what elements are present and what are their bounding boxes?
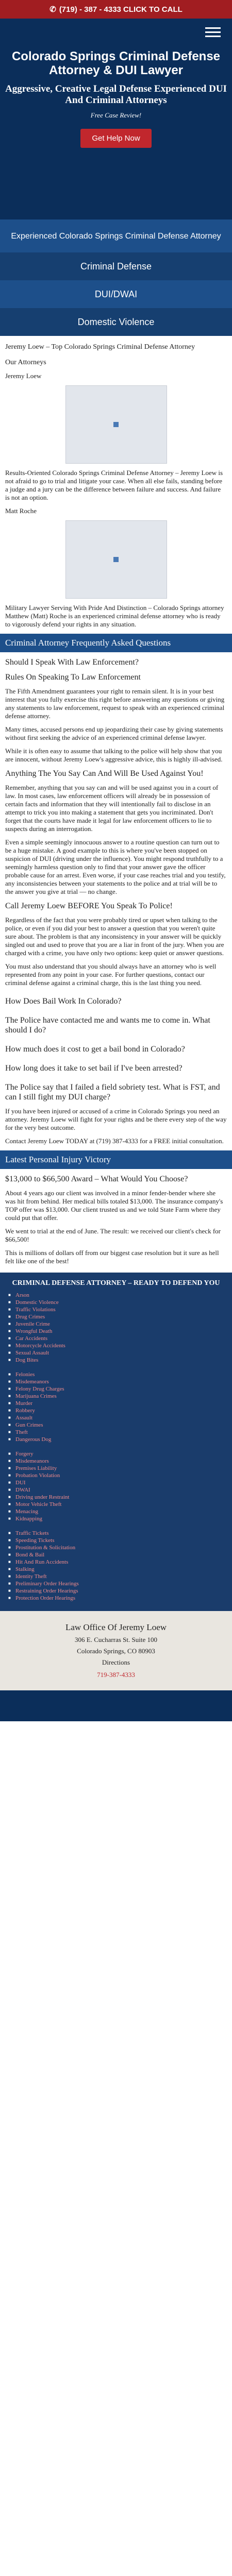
practice-list: [8, 1292, 224, 1364]
faq-paragraph: Even a simple seemingly innocuous answer to a routine question can turn out to be a huge mistake. A good example to this is where you've been stopped on suspicion of DUI (driving under the influence). You might respond truthfully to a seemingly harmless question only to find that your answer gave the officer probable cause for an arrest. Even worse, if your case reaches trial and you testify, any inconsistencies between your statements to the police and at trial will be to the answer you give at trial — no change.: [5, 838, 226, 895]
hero-section: [0, 19, 232, 219]
menu-icon[interactable]: [205, 25, 221, 40]
faq-paragraph: While it is often easy to assume that talking to the police will help show that you are innocent, without Jeremy Loew's aggressive advice, this is highly ill-advised.: [5, 747, 223, 763]
practice-link[interactable]: ■ Dog Bites: [8, 1357, 224, 1364]
attorney-name: Matt Roche: [5, 507, 37, 515]
practice-link[interactable]: ■ Hit And Run Accidents: [8, 1558, 224, 1566]
directions-link[interactable]: Directions: [102, 1658, 130, 1666]
click-to-call-label: (719) - 387 - 4333 CLICK TO CALL: [59, 5, 183, 14]
practice-link[interactable]: ■ Gun Crimes: [8, 1421, 224, 1429]
practice-areas-title: CRIMINAL DEFENSE ATTORNEY – READY TO DEFEND YOU: [12, 1279, 220, 1287]
victory-title: $13,000 to $66,500 Award – What Would You Choose?: [5, 1175, 188, 1183]
closing-paragraph: If you have been injured or accused of a crime in Colorado Springs you need an attorney. Jeremy Loew will fight for your rights and be there every step of the way for the very best outcome.: [5, 1107, 227, 1131]
practice-link[interactable]: ■ Assault: [8, 1414, 224, 1421]
practice-link[interactable]: ■ Murder: [8, 1400, 224, 1407]
faq-paragraph: The Fifth Amendment guarantees your right to remain silent. It is in your best interest that you fully exercise this right before answering any questions or giving any statements to law enforcement, request to speak with an experienced criminal defense attorney.: [5, 687, 225, 720]
practice-link[interactable]: ■ Domestic Violence: [8, 1299, 224, 1306]
practice-link[interactable]: ■ Felonies: [8, 1371, 224, 1378]
practice-link[interactable]: ■ Protection Order Hearings: [8, 1595, 224, 1602]
practice-link[interactable]: ■ Stalking: [8, 1566, 224, 1573]
practice-link[interactable]: ■ Arson: [8, 1292, 224, 1299]
office-address: 306 E. Cucharras St. Suite 100: [75, 1636, 157, 1643]
faq-question[interactable]: Should I Speak With Law Enforcement?: [5, 658, 139, 667]
practice-link[interactable]: ■ Misdemeanors: [8, 1458, 224, 1465]
practice-link[interactable]: ■ Menacing: [8, 1508, 224, 1515]
practice-link[interactable]: ■ Preliminary Order Hearings: [8, 1580, 224, 1587]
practice-link[interactable]: ■ Bond & Bail: [8, 1551, 224, 1558]
attorney-name: Jeremy Loew: [5, 372, 42, 380]
office-title: Law Office Of Jeremy Loew: [65, 1622, 167, 1632]
practice-link[interactable]: ■ Driving under Restraint: [8, 1494, 224, 1501]
attorney-photo: [65, 520, 167, 599]
practice-link[interactable]: ■ Misdemeanors: [8, 1378, 224, 1385]
faq-question[interactable]: The Police have contacted me and wants me to come in. What should I do?: [5, 1016, 210, 1035]
practice-list: [8, 1371, 224, 1443]
victory-paragraph: About 4 years ago our client was involved in a minor fender-bender where she was hit from behind. Her medical bills totaled $13,000. The insurance company's TOP offer was $13,000. Our client trusted us and we told State Farm where they could put that offer.: [5, 1189, 223, 1222]
practice-link[interactable]: ■ Car Accidents: [8, 1335, 224, 1342]
practice-link[interactable]: ■ Sexual Assault: [8, 1349, 224, 1357]
victory-header: Latest Personal Injury Victory: [0, 1150, 232, 1169]
practice-link[interactable]: ■ Forgery: [8, 1450, 224, 1458]
practice-link[interactable]: ■ Wrongful Death: [8, 1328, 224, 1335]
free-review-text: Free Case Review!: [90, 111, 142, 119]
banner-dui-text: DUI/DWAI: [94, 289, 138, 299]
hero-lead: Aggressive, Creative Legal Defense Experienced DUI And Criminal Attorneys: [5, 83, 227, 106]
practice-link[interactable]: ■ Marijuana Crimes: [8, 1393, 224, 1400]
faq-question[interactable]: How much does it cost to get a bail bond in Colorado?: [5, 1045, 185, 1054]
victory-paragraph: We went to trial at the end of June. The result: we received our client's check for $66,500!: [5, 1227, 221, 1243]
office-phone[interactable]: 719-387-4333: [97, 1671, 135, 1679]
practice-areas: [0, 1273, 232, 1611]
banner-experienced-text: Experienced Colorado Springs Criminal Defense Attorney: [11, 231, 221, 241]
practice-link[interactable]: ■ Traffic Tickets: [8, 1530, 224, 1537]
practice-link[interactable]: ■ Juvenile Crime: [8, 1320, 224, 1328]
office-info: [0, 1611, 232, 1690]
banner-criminal-defense-text: Criminal Defense: [80, 261, 152, 272]
practice-link[interactable]: ■ Motorcycle Accidents: [8, 1342, 224, 1349]
contact-paragraph[interactable]: Contact Jeremy Loew TODAY at (719) 387-4333 for a FREE initial consultation.: [5, 1137, 224, 1145]
practice-link[interactable]: ■ Restraining Order Hearings: [8, 1587, 224, 1595]
attorney-photo: [65, 385, 167, 464]
main-content: [0, 343, 232, 1721]
practice-link[interactable]: ■ Motor Vehicle Theft: [8, 1501, 224, 1508]
faq-question[interactable]: The Police say that I failed a field sobriety test. What is FST, and can I still fight my DUI charge?: [5, 1083, 220, 1101]
attorney-bio: Military Lawyer Serving With Pride And Distinction – Colorado Springs attorney Matthew (Matt) Roche is an experienced criminal defense attorney who is ready to vigorously defend your rights in any situation.: [5, 604, 224, 628]
banner-experienced: [0, 219, 232, 252]
banner-dui[interactable]: [0, 280, 232, 308]
practice-list: [8, 1450, 224, 1522]
practice-link[interactable]: ■ Felony Drug Charges: [8, 1385, 224, 1393]
practice-link[interactable]: ■ Probation Violation: [8, 1472, 224, 1479]
practice-link[interactable]: ■ Theft: [8, 1429, 224, 1436]
banner-criminal-defense[interactable]: [0, 252, 232, 280]
banner-domestic-violence-text: Domestic Violence: [77, 316, 155, 327]
faq-paragraph: Remember, anything that you say can and will be used against you in a court of law. In most cases, law enforcement officers will already be in possession of certain facts and information that they will intentionally fail to disclose in an attempt to trick you into making a statement that gets you incriminated. Don't forget that the courts have made it legal for law enforcement officers to lie to suspects during an interrogation.: [5, 784, 219, 833]
practice-link[interactable]: ■ DWAI: [8, 1486, 224, 1494]
faq-subheading: Call Jeremy Loew BEFORE You Speak To Police!: [5, 902, 173, 910]
phone-icon: ✆: [49, 5, 56, 14]
practice-link[interactable]: ■ Drug Crimes: [8, 1313, 224, 1320]
our-attorneys-heading: Our Attorneys: [5, 359, 46, 366]
faq-paragraph: Many times, accused persons end up jeopardizing their case by giving statements without first seeking the advice of an experienced criminal defense lawyer.: [5, 725, 223, 741]
practice-link[interactable]: ■ Kidnapping: [8, 1515, 224, 1522]
image-icon: [113, 557, 119, 562]
practice-link[interactable]: ■ Traffic Violations: [8, 1306, 224, 1313]
attorney-bio: Results-Oriented Colorado Springs Criminal Defense Attorney – Jeremy Loew is not afraid to go to trial and litigate your case. When all else fails, standing before a judge and a jury can be the difference between failure and success. And failure is not an option.: [5, 469, 223, 501]
faq-header: Criminal Attorney Frequently Asked Questions: [0, 634, 232, 652]
practice-link[interactable]: ■ Speeding Tickets: [8, 1537, 224, 1544]
practice-link[interactable]: ■ Dangerous Dog: [8, 1436, 224, 1443]
click-to-call-bar[interactable]: [0, 0, 232, 19]
practice-link[interactable]: ■ Prostitution & Solicitation: [8, 1544, 224, 1551]
victory-paragraph: This is millions of dollars off from our biggest case resolution but it sure as hell felt like one of the best!: [5, 1249, 219, 1265]
practice-link[interactable]: ■ Premises Liability: [8, 1465, 224, 1472]
practice-list: [8, 1530, 224, 1602]
office-address: Colorado Springs, CO 80903: [77, 1647, 155, 1655]
image-icon: [113, 422, 119, 427]
faq-question[interactable]: How long does it take to set bail if I've been arrested?: [5, 1064, 183, 1073]
faq-paragraph: You must also understand that you should always have an attorney who is well represented from any point in your case. For further questions, contact our criminal defense against a criminal charge, this is the last thing you need.: [5, 962, 217, 987]
practice-link[interactable]: ■ Robbery: [8, 1407, 224, 1414]
get-help-button[interactable]: Get Help Now: [80, 129, 151, 148]
faq-subheading: Rules On Speaking To Law Enforcement: [5, 673, 141, 682]
page-title: Jeremy Loew – Top Colorado Springs Criminal Defense Attorney: [5, 343, 195, 351]
faq-subheading: Anything The You Say Can And Will Be Used Against You!: [5, 769, 204, 778]
practice-link[interactable]: ■ DUI: [8, 1479, 224, 1486]
banner-domestic-violence[interactable]: [0, 308, 232, 336]
site-brand: Colorado Springs Criminal Defense Attorney & DUI Lawyer: [11, 49, 221, 77]
footer-bar: [0, 1690, 232, 1721]
faq-paragraph: Regardless of the fact that you were probably tired or upset when talking to the police, or even if you did your best to answer a question that you weren't quite sure about. The problem is that any inconsistency in your answer will be quickly singled out and used to prove that you are a liar in front of the jury. When you are charged with a crime, you have only two options: keep quiet or answer questions.: [5, 916, 224, 957]
faq-question[interactable]: How Does Bail Work In Colorado?: [5, 997, 122, 1006]
practice-link[interactable]: ■ Identity Theft: [8, 1573, 224, 1580]
